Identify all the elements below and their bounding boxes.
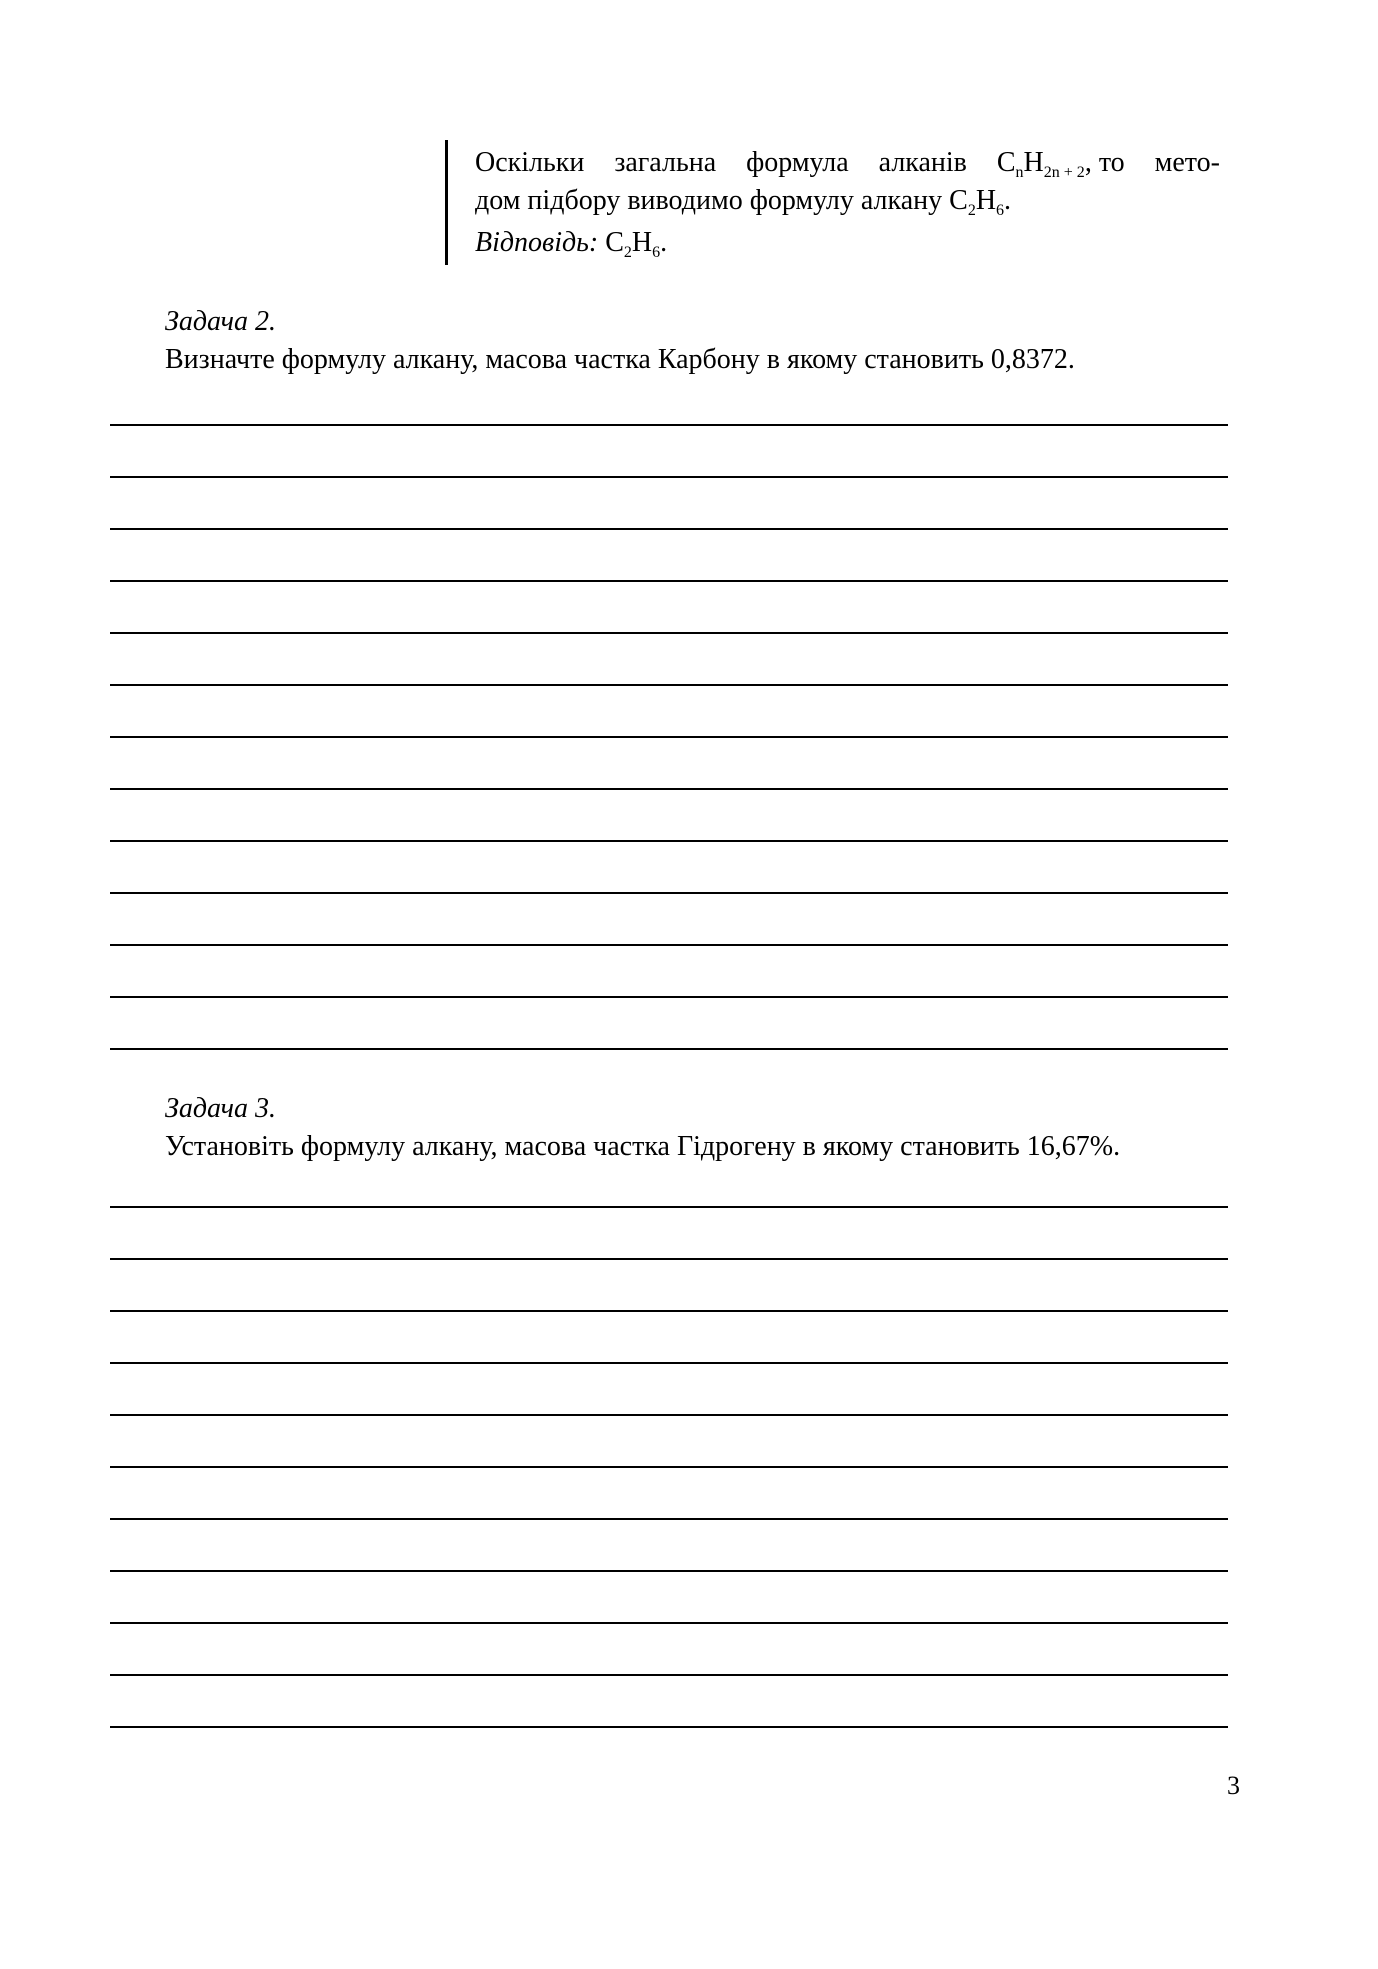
answer-line[interactable] xyxy=(110,1570,1228,1572)
answer-line[interactable] xyxy=(110,1674,1228,1676)
solution-word: загальна xyxy=(614,147,717,178)
answer-label: Відповідь: xyxy=(475,227,599,258)
answer-line[interactable] xyxy=(110,1362,1228,1364)
answer-line[interactable] xyxy=(110,1518,1228,1520)
solution-word: Оскільки xyxy=(475,147,585,178)
task-3-statement: Установіть формулу алкану, масова частка Гідрогену в якому становить 16,67%. xyxy=(165,1131,1121,1162)
solution-left-rule xyxy=(445,140,448,265)
solution-line-2: дом підбору виводимо формулу алкану $C_2H_6$. xyxy=(475,185,1012,219)
solution-word: формула xyxy=(746,147,849,178)
answer-line[interactable] xyxy=(110,632,1228,634)
answer-line[interactable] xyxy=(110,736,1228,738)
general-formula: $C_nH_{2n + 2}$, то xyxy=(996,147,1125,181)
answer-line[interactable] xyxy=(110,944,1228,946)
task-3 xyxy=(165,1090,1235,1166)
solution-word: алканів xyxy=(878,147,967,178)
solution-answer: Відповідь: $C_2H_6$. xyxy=(475,227,668,261)
answer-line[interactable] xyxy=(110,1726,1228,1728)
task-2-statement: Визначте формулу алкану, масова частка Карбону в якому становить 0,8372. xyxy=(165,344,1075,375)
answer-line[interactable] xyxy=(110,1622,1228,1624)
answer-line[interactable] xyxy=(110,476,1228,478)
answer-line[interactable] xyxy=(110,996,1228,998)
answer-line[interactable] xyxy=(110,1310,1228,1312)
task-2-title: Задача 2. xyxy=(165,306,277,337)
page-number: 3 xyxy=(1227,1771,1240,1800)
solution-text xyxy=(475,144,1220,262)
derived-formula: $C_2H_6$ xyxy=(949,185,1005,219)
answer-line[interactable] xyxy=(110,1048,1228,1050)
answer-line[interactable] xyxy=(110,1466,1228,1468)
answer-line[interactable] xyxy=(110,1206,1228,1208)
solution-block xyxy=(445,140,1225,265)
answer-line[interactable] xyxy=(110,1258,1228,1260)
task-3-title: Задача 3. xyxy=(165,1093,277,1124)
answer-line[interactable] xyxy=(110,424,1228,426)
answer-line[interactable] xyxy=(110,580,1228,582)
solution-word: мето- xyxy=(1154,147,1220,178)
answer-line[interactable] xyxy=(110,1414,1228,1416)
task-2 xyxy=(165,303,1235,379)
answer-line[interactable] xyxy=(110,892,1228,894)
answer-line[interactable] xyxy=(110,840,1228,842)
answer-line[interactable] xyxy=(110,788,1228,790)
answer-line[interactable] xyxy=(110,684,1228,686)
answer-line[interactable] xyxy=(110,528,1228,530)
answer-formula: $C_2H_6$ xyxy=(605,227,661,261)
solution-line-1 xyxy=(475,144,1220,182)
